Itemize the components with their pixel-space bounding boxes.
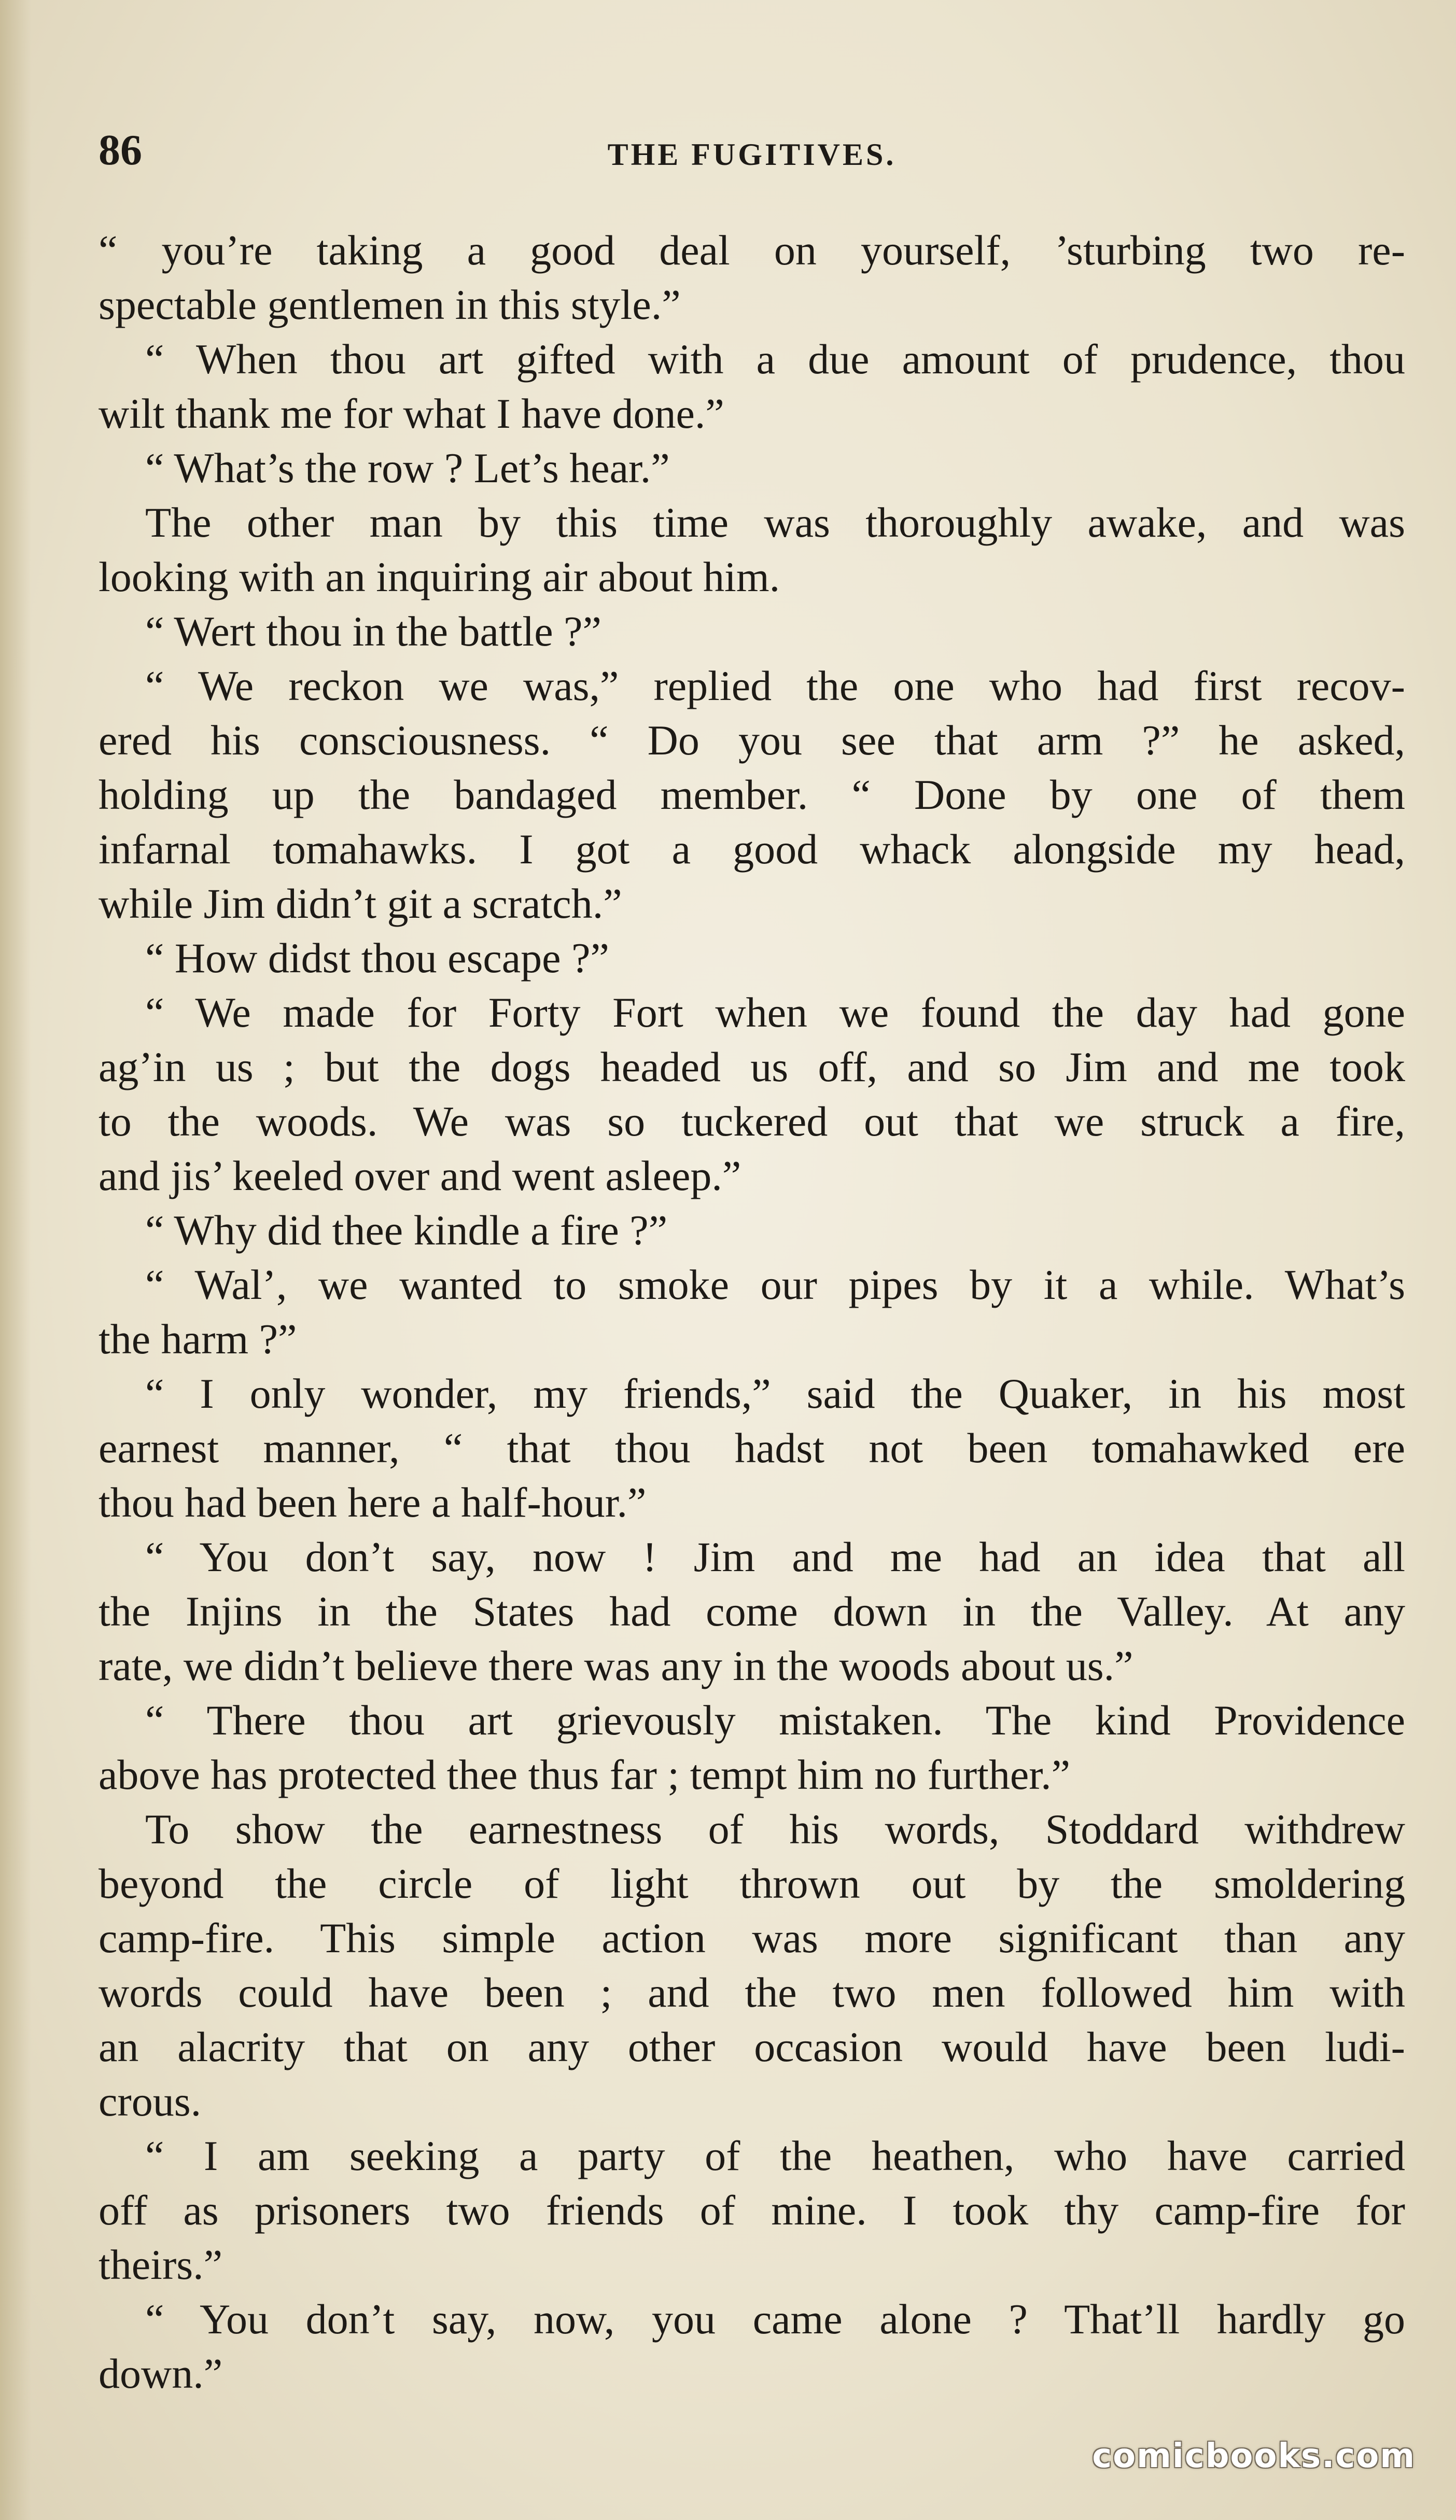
text-line: “ We made for Forty Fort when we found the day had gone [145, 989, 1405, 1036]
text-line: “ Wert thou in the battle ?” [145, 608, 601, 655]
text-line: looking with an inquiring air about him. [99, 553, 780, 600]
running-head: THE FUGITIVES. [607, 137, 897, 172]
text-line: rate, we didn’t believe there was any in the woods about us.” [99, 1642, 1133, 1689]
watermark: comicbooks.com [1092, 2437, 1416, 2475]
text-line: off as prisoners two friends of mine. I took thy camp-fire for [99, 2187, 1405, 2234]
text-line: “ There thou art grievously mistaken. The kind Providence [145, 1697, 1405, 1744]
text-line: down.” [99, 2350, 223, 2397]
text-line: words could have been ; and the two men followed him with [99, 1969, 1405, 2016]
text-line: “ I am seeking a party of the heathen, who have carried [145, 2132, 1405, 2179]
text-line: ag’in us ; but the dogs headed us off, and so Jim and me took [99, 1043, 1405, 1090]
text-line: ered his consciousness. “ Do you see that arm ?” he asked, [99, 717, 1405, 764]
text-line: holding up the bandaged member. “ Done by one of them [99, 771, 1405, 818]
text-line: thou had been here a half-hour.” [99, 1479, 647, 1526]
text-line: “ When thou art gifted with a due amount of prudence, thou [145, 335, 1405, 383]
text-line: “ you’re taking a good deal on yourself, ’sturbing two re- [99, 227, 1405, 274]
text-line: above has protected thee thus far ; tempt him no further.” [99, 1751, 1070, 1798]
text-line: To show the earnestness of his words, Stoddard withdrew [145, 1805, 1405, 1853]
text-line: “ You don’t say, now, you came alone ? That’ll hardly go [145, 2295, 1405, 2343]
page-edge-shadow [0, 0, 31, 2520]
page-header [99, 124, 1405, 187]
text-line: “ What’s the row ? Let’s hear.” [145, 444, 670, 492]
text-line: the Injins in the States had come down in the Valley. At any [99, 1588, 1405, 1635]
text-line: crous. [99, 2078, 202, 2125]
text-line: while Jim didn’t git a scratch.” [99, 880, 622, 927]
text-line: “ Wal’, we wanted to smoke our pipes by it a while. What’s [145, 1261, 1405, 1308]
text-line: “ I only wonder, my friends,” said the Quaker, in his most [145, 1370, 1405, 1417]
text-line: beyond the circle of light thrown out by the smoldering [99, 1860, 1405, 1907]
text-line: the harm ?” [99, 1315, 297, 1363]
text-line: theirs.” [99, 2241, 223, 2288]
page-number: 86 [99, 126, 142, 174]
text-line: “ You don’t say, now ! Jim and me had an idea that all [145, 1533, 1405, 1580]
text-line: infarnal tomahawks. I got a good whack alongside my head, [99, 825, 1405, 873]
text-line: “ Why did thee kindle a fire ?” [145, 1207, 668, 1254]
text-line: spectable gentlemen in this style.” [99, 281, 681, 328]
text-line: earnest manner, “ that thou hadst not been tomahawked ere [99, 1424, 1405, 1472]
body-text [99, 223, 1405, 2401]
text-line: “ How didst thou escape ?” [145, 934, 609, 982]
text-line: and jis’ keeled over and went asleep.” [99, 1152, 741, 1199]
text-line: “ We reckon we was,” replied the one who had first recov- [145, 662, 1405, 709]
text-line: wilt thank me for what I have done.” [99, 390, 724, 437]
text-line: an alacrity that on any other occasion would have been ludi- [99, 2023, 1405, 2070]
text-line: The other man by this time was thoroughly awake, and was [145, 499, 1405, 546]
text-line: camp-fire. This simple action was more significant than any [99, 1914, 1405, 1962]
text-line: to the woods. We was so tuckered out that we struck a fire, [99, 1098, 1405, 1145]
